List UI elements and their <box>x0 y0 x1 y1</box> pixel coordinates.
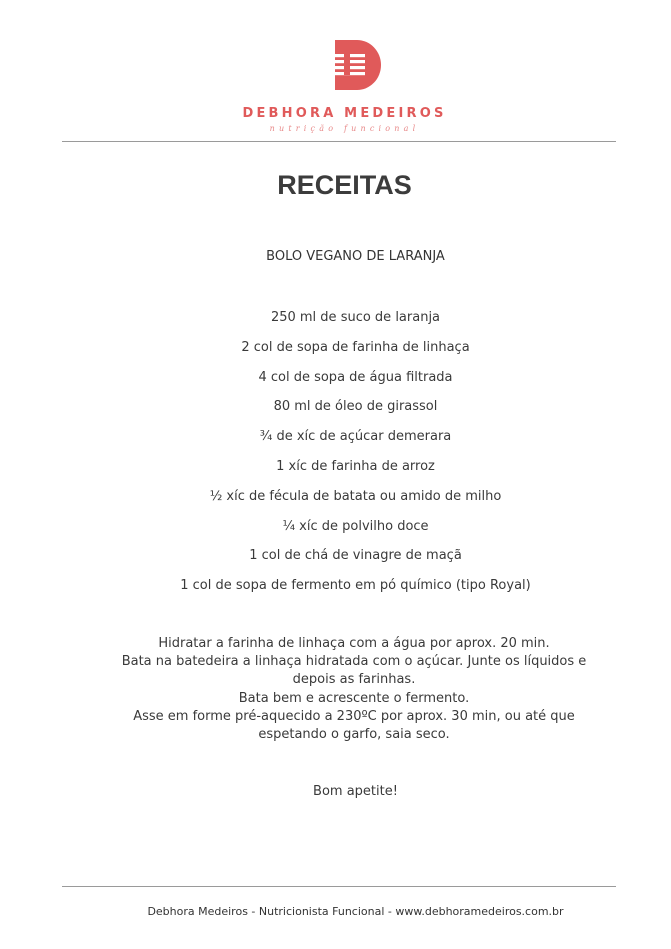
instruction-step: Bata na batedeira a linhaça hidratada com o açúcar. Junte os líquidos e depois as farinhas. <box>121 654 587 688</box>
ingredient-item: 80 ml de óleo de girassol <box>273 399 438 415</box>
ingredient-item: 250 ml de suco de laranja <box>270 310 441 325</box>
ingredient-item: 1 xíc de farinha de arroz <box>276 458 435 474</box>
ingredient-item: ¼ xíc de polvilho doce <box>282 518 429 534</box>
brand-tagline: nutrição funcional <box>269 124 420 133</box>
instruction-step: Asse em forme pré-aquecido a 230ºC por aprox. 30 min, ou até que espetando o garfo, saia seco. <box>133 708 575 743</box>
ingredient-item: ½ xíc de fécula de batata ou amido de milho <box>209 488 502 504</box>
instruction-step: Bata bem e acrescente o fermento. <box>238 690 470 706</box>
ingredient-item: 2 col de sopa de farinha de linhaça <box>241 339 470 355</box>
recipe-name: BOLO VEGANO DE LARANJA <box>266 249 445 264</box>
ingredient-list <box>0 309 671 607</box>
closing-text: Bom apetite! <box>313 784 398 799</box>
ingredient-item: 1 col de sopa de fermento em pó químico (tipo Royal) <box>180 578 531 594</box>
ingredient-item: 4 col de sopa de água filtrada <box>258 369 453 385</box>
header-divider <box>62 141 616 142</box>
ingredient-item: ¾ de xíc de açúcar demerara <box>259 429 452 445</box>
footer-divider <box>62 886 616 887</box>
ingredient-item: 1 col de chá de vinagre de maçã <box>249 548 462 564</box>
instructions-block <box>110 635 598 744</box>
instruction-step: Hidratar a farinha de linhaça com a água por aprox. 20 min. <box>158 636 550 651</box>
d-fork-logo-icon <box>331 40 383 90</box>
page-title: RECEITAS <box>277 170 412 200</box>
brand-name: DEBHORA MEDEIROS <box>242 106 447 121</box>
footer-text: Debhora Medeiros - Nutricionista Funcional - www.debhoramedeiros.com.br <box>147 905 564 918</box>
